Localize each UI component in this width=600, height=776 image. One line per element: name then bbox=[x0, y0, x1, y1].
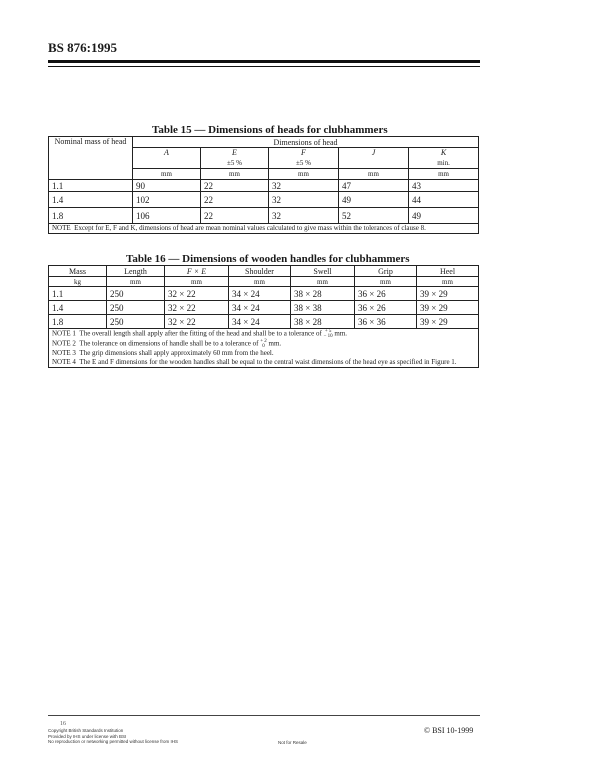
table-16-cell: 1.1 bbox=[49, 287, 107, 301]
table-16-notes bbox=[49, 329, 479, 368]
table-row bbox=[49, 192, 479, 208]
tolerance-fraction: + 2 0 bbox=[260, 339, 267, 349]
table-15-unit-k: mm bbox=[409, 169, 479, 180]
table-16-cell: 39 × 29 bbox=[417, 287, 479, 301]
table-16-unit: mm bbox=[355, 277, 417, 287]
table-16-cell: 38 × 28 bbox=[291, 315, 355, 329]
header-rule-thick bbox=[48, 60, 480, 63]
table-row bbox=[49, 301, 479, 315]
table-16-cell: 250 bbox=[107, 287, 165, 301]
table-16-note-3: NOTE 3 The grip dimensions shall apply approximately 60 mm from the heel. bbox=[52, 349, 274, 357]
table-15-mass-header: Nominal mass of head bbox=[49, 137, 133, 180]
page-number: 16 bbox=[60, 721, 66, 727]
table-row bbox=[49, 315, 479, 329]
table-15-cell: 102 bbox=[133, 192, 201, 208]
table-15-cell: 32 bbox=[269, 192, 339, 208]
table-row bbox=[49, 180, 479, 192]
table-15-cell: 49 bbox=[409, 208, 479, 224]
table-16-cell: 32 × 22 bbox=[165, 315, 229, 329]
table-15-cell: 32 bbox=[269, 180, 339, 192]
footer-resale-notice: Not for Resale bbox=[278, 740, 307, 745]
table-15-col-a: A bbox=[133, 148, 201, 169]
table-15-cell: 32 bbox=[269, 208, 339, 224]
table-15-col-k: K min. bbox=[409, 148, 479, 169]
table-16-cell: 36 × 26 bbox=[355, 301, 417, 315]
table-15-cell: 43 bbox=[409, 180, 479, 192]
table-15-cell: 1.1 bbox=[49, 180, 133, 192]
table-15-cell: 22 bbox=[201, 208, 269, 224]
table-15-col-j: J bbox=[339, 148, 409, 169]
table-15-cell: 52 bbox=[339, 208, 409, 224]
table-16-handle-dimensions bbox=[48, 265, 479, 368]
table-16-unit: mm bbox=[229, 277, 291, 287]
table-15-title: Table 15 — Dimensions of heads for clubhammers bbox=[152, 124, 388, 136]
table-15-group-header: Dimensions of head bbox=[133, 137, 479, 148]
footer-copyright: Copyright British Standards Institution Provided by IHS under license with BSI No reproduction or networking permitted without license from IHS bbox=[48, 728, 179, 744]
table-16-header-fxe: F × E bbox=[165, 266, 229, 277]
table-row bbox=[49, 287, 479, 301]
table-15-cell: 1.4 bbox=[49, 192, 133, 208]
table-row bbox=[49, 208, 479, 224]
table-15-unit-j: mm bbox=[339, 169, 409, 180]
footer-copyright-date: © BSI 10-1999 bbox=[424, 726, 474, 735]
table-16-cell: 38 × 28 bbox=[291, 287, 355, 301]
table-16-cell: 36 × 36 bbox=[355, 315, 417, 329]
table-16-cell: 34 × 24 bbox=[229, 301, 291, 315]
footer-rule bbox=[48, 715, 480, 716]
table-15-cell: 22 bbox=[201, 180, 269, 192]
table-16-unit: mm bbox=[107, 277, 165, 287]
table-15-col-f: F ±5 % bbox=[269, 148, 339, 169]
table-16-cell: 36 × 26 bbox=[355, 287, 417, 301]
table-15-cell: 47 bbox=[339, 180, 409, 192]
table-16-cell: 39 × 29 bbox=[417, 301, 479, 315]
table-16-unit: mm bbox=[291, 277, 355, 287]
table-16-header-length: Length bbox=[107, 266, 165, 277]
table-15-unit-e: mm bbox=[201, 169, 269, 180]
table-16-cell: 32 × 22 bbox=[165, 287, 229, 301]
tolerance-fraction: + 5 − 10 bbox=[323, 329, 333, 339]
table-16-cell: 250 bbox=[107, 315, 165, 329]
table-15-cell: 106 bbox=[133, 208, 201, 224]
table-16-cell: 1.4 bbox=[49, 301, 107, 315]
table-16-cell: 34 × 24 bbox=[229, 287, 291, 301]
table-15-unit-a: mm bbox=[133, 169, 201, 180]
table-16-unit: kg bbox=[49, 277, 107, 287]
table-16-cell: 38 × 38 bbox=[291, 301, 355, 315]
table-15-cell: 1.8 bbox=[49, 208, 133, 224]
table-15-cell: 22 bbox=[201, 192, 269, 208]
table-15-head-dimensions bbox=[48, 136, 479, 234]
table-15-cell: 49 bbox=[339, 192, 409, 208]
document-standard-number: BS 876:1995 bbox=[48, 40, 117, 55]
table-16-header-shoulder: Shoulder bbox=[229, 266, 291, 277]
table-16-note-4: NOTE 4 The E and F dimensions for the wooden handles shall be equal to the central waist dimensions of the head eye as specified in Figure 1. bbox=[52, 358, 457, 366]
table-15-cell: 44 bbox=[409, 192, 479, 208]
table-16-header-swell: Swell bbox=[291, 266, 355, 277]
table-16-header-heel: Heel bbox=[417, 266, 479, 277]
table-16-header-grip: Grip bbox=[355, 266, 417, 277]
table-16-cell: 250 bbox=[107, 301, 165, 315]
table-16-cell: 39 × 29 bbox=[417, 315, 479, 329]
table-16-unit: mm bbox=[417, 277, 479, 287]
table-16-cell: 34 × 24 bbox=[229, 315, 291, 329]
table-16-title: Table 16 — Dimensions of wooden handles for clubhammers bbox=[126, 253, 410, 265]
table-16-cell: 1.8 bbox=[49, 315, 107, 329]
table-16-header-mass: Mass bbox=[49, 266, 107, 277]
table-15-col-e: E ±5 % bbox=[201, 148, 269, 169]
header-rule-thin bbox=[48, 66, 480, 67]
table-16-note-2: NOTE 2 The tolerance on dimensions of handle shall be to a tolerance of + 2 0 mm. bbox=[52, 339, 282, 349]
table-15-cell: 90 bbox=[133, 180, 201, 192]
table-16-unit: mm bbox=[165, 277, 229, 287]
table-15-unit-f: mm bbox=[269, 169, 339, 180]
table-16-cell: 32 × 22 bbox=[165, 301, 229, 315]
table-15-note: NOTE Except for E, F and K, dimensions of head are mean nominal values calculated to give mass within the tolerances of clause 8. bbox=[49, 224, 479, 234]
table-16-note-1: NOTE 1 The overall length shall apply after the fitting of the head and shall be to a tolerance of + 5 − 10 mm. bbox=[52, 329, 348, 339]
